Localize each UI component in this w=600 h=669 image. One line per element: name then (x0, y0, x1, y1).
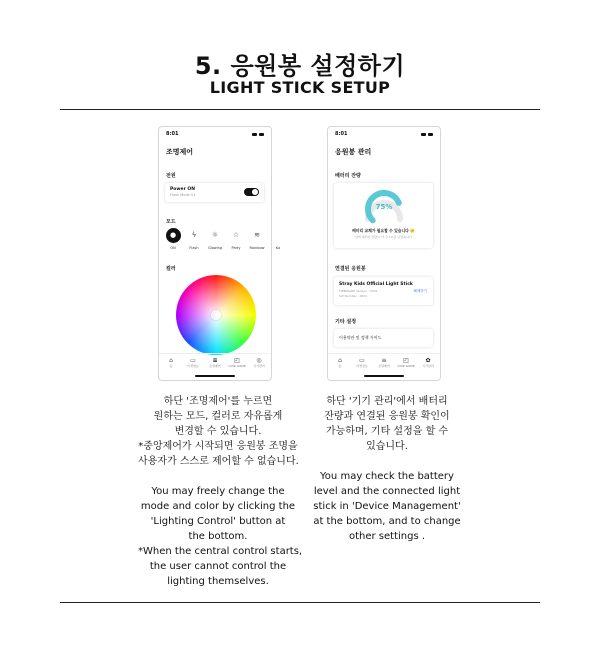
page-title-english: LIGHT STICK SETUP (209, 78, 391, 97)
mode-flash[interactable] (184, 228, 204, 250)
top-divider (60, 109, 540, 110)
tab-label: 조명제어 (209, 364, 221, 368)
mode-on[interactable] (163, 228, 183, 250)
caption-line-ko: 하단 '기기 관리'에서 배터리 (326, 396, 448, 407)
lighting-control-icon: ≡ (212, 357, 218, 364)
caption-line-en: You may freely change the (151, 486, 285, 497)
caption-line-en: *When the central control starts, (138, 546, 303, 557)
power-section-label: 전원 (166, 173, 176, 179)
mode-rainbow[interactable] (247, 228, 267, 250)
caption-line-en: You may check the battery (320, 471, 454, 482)
caption-line-en: the bottom. (188, 531, 248, 542)
screen-title: 응원봉 관리 (335, 148, 372, 156)
page-title-korean: 5. 응원봉 설정하기 (194, 52, 406, 80)
home-icon: ⌂ (169, 357, 173, 364)
device-firmware: FIRMWARE Version : 0001 (339, 289, 378, 293)
tab-quiz-game[interactable] (226, 357, 248, 368)
caption-lighting-control (138, 394, 303, 589)
tab-label: 티켓정보 (356, 364, 368, 368)
mode-label: Flash (189, 246, 199, 250)
screen-title: 조명제어 (166, 148, 194, 156)
mode-label: Glowing (207, 246, 223, 250)
caption-line-en: lighting themselves. (167, 576, 269, 587)
color-wheel[interactable] (176, 275, 256, 355)
tab-quiz-game[interactable] (395, 357, 417, 368)
power-card (165, 183, 264, 202)
disconnect-button[interactable]: 해제하기 (413, 289, 427, 293)
tab-home[interactable] (160, 357, 182, 368)
sun-icon: ☼ (211, 231, 219, 239)
caption-line-en: stick in 'Device Management' (313, 501, 461, 512)
battery-message: 배터리 교체가 필요할 수 있습니다 🙂 (352, 228, 415, 233)
mode-list (163, 228, 283, 254)
tab-device-manage[interactable] (248, 357, 270, 368)
tab-label: QUIZ GAME (397, 364, 415, 368)
tab-label: 기기관리 (253, 364, 265, 368)
caption-line-en: at the bottom, and to change (313, 516, 461, 527)
caption-line-ko: 사용자가 스스로 제어할 수 없습니다. (138, 456, 299, 467)
color-picker-knob[interactable] (211, 310, 221, 320)
device-manage-icon: ◎ (256, 357, 262, 364)
home-icon: ⌂ (338, 357, 342, 364)
flash-icon: ϟ (191, 231, 197, 239)
mode-section-label: 모드 (166, 219, 176, 225)
mode-glowing[interactable] (205, 228, 225, 250)
bottom-tab-bar (159, 353, 271, 372)
other-settings-card (334, 329, 433, 347)
mode-label: ON (170, 246, 176, 250)
caption-line-en: 'Lighting Control' button at (150, 516, 286, 527)
caption-line-ko: 잔량과 연결된 응원봉 확인이 (324, 411, 450, 422)
ticket-icon: ▭ (190, 357, 196, 364)
device-serial: S/P Number : 0001 (339, 294, 368, 298)
gear-icon: ✿ (425, 357, 431, 364)
lighting-control-icon: ≡ (381, 357, 387, 364)
light-bulb-icon: ● (166, 228, 181, 243)
status-bar (166, 131, 264, 138)
caption-line-en: other settings . (348, 531, 426, 542)
tab-home[interactable] (329, 357, 351, 368)
color-section-label: 컬러 (166, 266, 176, 272)
phone-lighting-control (158, 126, 281, 381)
caption-device-management (307, 394, 467, 544)
tab-label: QUIZ GAME (228, 364, 246, 368)
power-sub-label: Flash Mode 01 (170, 193, 196, 197)
caption-line-ko: 있습니다. (366, 441, 408, 452)
tab-ticket[interactable] (351, 357, 373, 368)
tab-gear[interactable] (417, 357, 439, 368)
caption-line-ko: 가능하며, 기타 설정을 할 수 (325, 426, 449, 437)
power-toggle[interactable] (244, 188, 259, 196)
status-time: 8:01 (335, 131, 348, 137)
status-bar (335, 131, 433, 138)
home-indicator (195, 375, 235, 377)
device-name: Stray Kids Official Light Stick (339, 282, 413, 287)
power-label: Power ON (170, 187, 195, 192)
mode-party[interactable] (226, 228, 246, 250)
mode-label: Ka (275, 246, 281, 250)
home-indicator (364, 375, 404, 377)
tab-label: 홈 (338, 364, 342, 368)
tab-ticket[interactable] (182, 357, 204, 368)
quiz-game-icon: ◰ (234, 357, 240, 364)
bottom-tab-bar (328, 353, 440, 372)
other-settings-section-label: 기타 설정 (335, 319, 357, 325)
more-mode-icon (271, 228, 286, 243)
battery-gauge (362, 191, 406, 225)
tab-label: 기기관리 (422, 364, 434, 368)
mode-ka[interactable] (268, 228, 288, 250)
tab-label: 홈 (169, 364, 173, 368)
status-time: 8:01 (166, 131, 179, 137)
star-icon: ☆ (232, 231, 240, 239)
caption-line-en: the user cannot control the (149, 561, 287, 572)
status-icons (421, 131, 433, 138)
battery-sub-message: 완벽 배터리 잔량이 약 수 10 분 남았습니다 (355, 235, 412, 239)
tab-lighting-control[interactable] (373, 357, 395, 368)
tab-label: 티켓정보 (187, 364, 199, 368)
tab-lighting-control[interactable] (204, 357, 226, 368)
phone-device-management (327, 126, 441, 381)
caption-line-ko: 하단 '조명제어'를 누르면 (163, 396, 273, 407)
battery-section-label: 배터리 잔량 (335, 173, 361, 179)
caption-line-ko: 변경할 수 있습니다. (174, 426, 262, 437)
battery-card (334, 183, 433, 248)
caption-line-ko: *중앙제어가 시작되면 응원봉 조명을 (138, 441, 298, 452)
caption-line-ko: 원하는 모드, 컬러로 자유롭게 (153, 411, 283, 422)
battery-percent: 75% (375, 203, 393, 211)
tab-label: 조명제어 (378, 364, 390, 368)
connected-device-card (334, 277, 433, 305)
caption-line-en: mode and color by clicking the (140, 501, 296, 512)
quiz-game-icon: ◰ (403, 357, 409, 364)
mode-label: Party (231, 246, 241, 250)
caption-line-en: level and the connected light (313, 486, 461, 497)
bottom-divider (60, 602, 540, 603)
device-section-label: 연결된 응원봉 (335, 266, 366, 272)
rainbow-icon: ≋ (254, 231, 260, 239)
terms-policy-item[interactable]: 이용약관 및 정책 가이드 (339, 335, 382, 340)
mode-label: Rainbow (249, 246, 265, 250)
status-icons (252, 131, 264, 138)
ticket-icon: ▭ (359, 357, 365, 364)
